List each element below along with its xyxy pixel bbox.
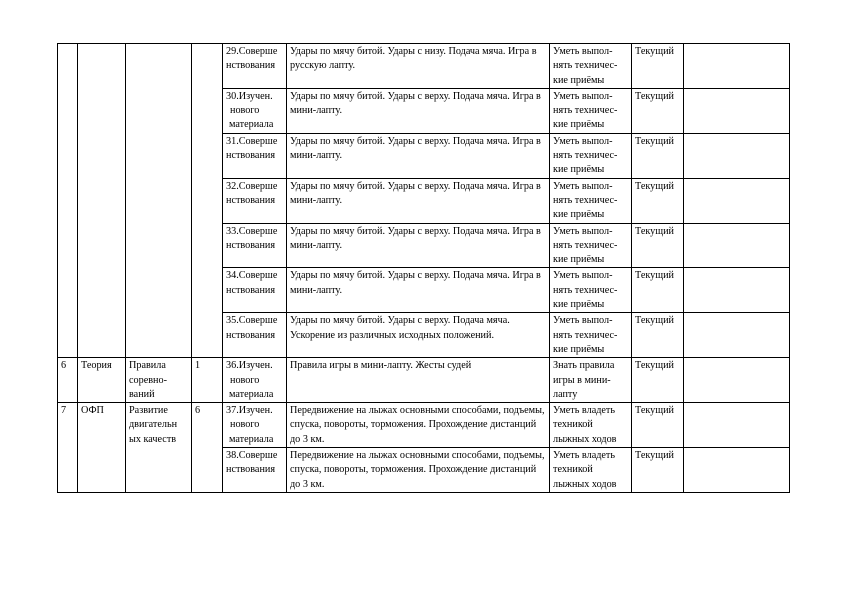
cell-content: Удары по мячу битой. Удары с верху. Подача мяча. Игра в мини-лапту. — [287, 88, 550, 133]
cell-requirement: Уметь выпол-нять техничес-кие приёмы — [550, 133, 632, 178]
cell-content: Удары по мячу битой. Удары с верху. Подача мяча. Игра в мини-лапту. — [287, 133, 550, 178]
cell-hours: 1 — [192, 358, 223, 403]
cell-control: Текущий — [632, 44, 684, 89]
cell-content: Удары по мячу битой. Удары с низу. Подача мяча. Игра в русскую лапту. — [287, 44, 550, 89]
cell-content: Передвижение на лыжах основными способами, подъемы, спуска, повороты, торможения. Прохождение дистанций до 3 км. — [287, 403, 550, 448]
cell-requirement: Уметь выпол-нять техничес-кие приёмы — [550, 88, 632, 133]
cell-control: Текущий — [632, 88, 684, 133]
cell-control: Текущий — [632, 223, 684, 268]
cell-requirement: Уметь владеть техникой лыжных ходов — [550, 448, 632, 493]
cell-section: Теория — [78, 358, 126, 403]
cell-control: Текущий — [632, 448, 684, 493]
cell-lesson-type: 31.Соверше нствования — [223, 133, 287, 178]
cell-topic: Правила соревно-ваний — [126, 358, 192, 403]
cell-lesson-type: 33.Соверше нствования — [223, 223, 287, 268]
cell-control: Текущий — [632, 403, 684, 448]
cell-lesson-type: 38.Соверше нствования — [223, 448, 287, 493]
table-row — [58, 44, 790, 89]
cell-empty — [684, 313, 790, 358]
cell-empty — [684, 223, 790, 268]
cell-control: Текущий — [632, 358, 684, 403]
cell-requirement: Уметь выпол-нять техничес-кие приёмы — [550, 268, 632, 313]
cell-topic: Развитие двигательн ых качеств — [126, 403, 192, 493]
cell-hours — [192, 44, 223, 358]
cell-requirement: Уметь выпол-нять техничес-кие приёмы — [550, 223, 632, 268]
cell-hours: 6 — [192, 403, 223, 493]
cell-requirement: Уметь выпол-нять техничес-кие приёмы — [550, 44, 632, 89]
cell-empty — [684, 88, 790, 133]
cell-num: 6 — [58, 358, 78, 403]
cell-section: ОФП — [78, 403, 126, 493]
cell-num — [58, 44, 78, 358]
cell-empty — [684, 403, 790, 448]
cell-empty — [684, 178, 790, 223]
cell-empty — [684, 268, 790, 313]
cell-content: Удары по мячу битой. Удары с верху. Подача мяча. Ускорение из различных исходных положений. — [287, 313, 550, 358]
cell-content: Удары по мячу битой. Удары с верху. Подача мяча. Игра в мини-лапту. — [287, 178, 550, 223]
cell-content: Правила игры в мини-лапту. Жесты судей — [287, 358, 550, 403]
cell-num: 7 — [58, 403, 78, 493]
cell-empty — [684, 448, 790, 493]
cell-section — [78, 44, 126, 358]
cell-empty — [684, 44, 790, 89]
table-row — [58, 358, 790, 403]
cell-requirement: Уметь владеть техникой лыжных ходов — [550, 403, 632, 448]
cell-control: Текущий — [632, 133, 684, 178]
cell-empty — [684, 133, 790, 178]
cell-control: Текущий — [632, 268, 684, 313]
cell-requirement: Уметь выпол-нять техничес-кие приёмы — [550, 178, 632, 223]
cell-empty — [684, 358, 790, 403]
cell-control: Текущий — [632, 178, 684, 223]
cell-content: Удары по мячу битой. Удары с верху. Подача мяча. Игра в мини-лапту. — [287, 223, 550, 268]
cell-requirement: Знать правила игры в мини-лапту — [550, 358, 632, 403]
cell-lesson-type: 36.Изучен. нового материала — [223, 358, 287, 403]
cell-lesson-type: 29.Соверше нствования — [223, 44, 287, 89]
cell-control: Текущий — [632, 313, 684, 358]
cell-lesson-type: 32.Соверше нствования — [223, 178, 287, 223]
cell-content: Передвижение на лыжах основными способами, подъемы, спуска, повороты, торможения. Прохождение дистанций до 3 км. — [287, 448, 550, 493]
cell-lesson-type: 35.Соверше нствования — [223, 313, 287, 358]
lesson-plan-table — [57, 43, 790, 493]
cell-topic — [126, 44, 192, 358]
cell-content: Удары по мячу битой. Удары с верху. Подача мяча. Игра в мини-лапту. — [287, 268, 550, 313]
cell-lesson-type: 37.Изучен. нового материала — [223, 403, 287, 448]
cell-lesson-type: 30.Изучен. нового материала — [223, 88, 287, 133]
table-row — [58, 403, 790, 448]
cell-requirement: Уметь выпол-нять техничес-кие приёмы — [550, 313, 632, 358]
cell-lesson-type: 34.Соверше нствования — [223, 268, 287, 313]
